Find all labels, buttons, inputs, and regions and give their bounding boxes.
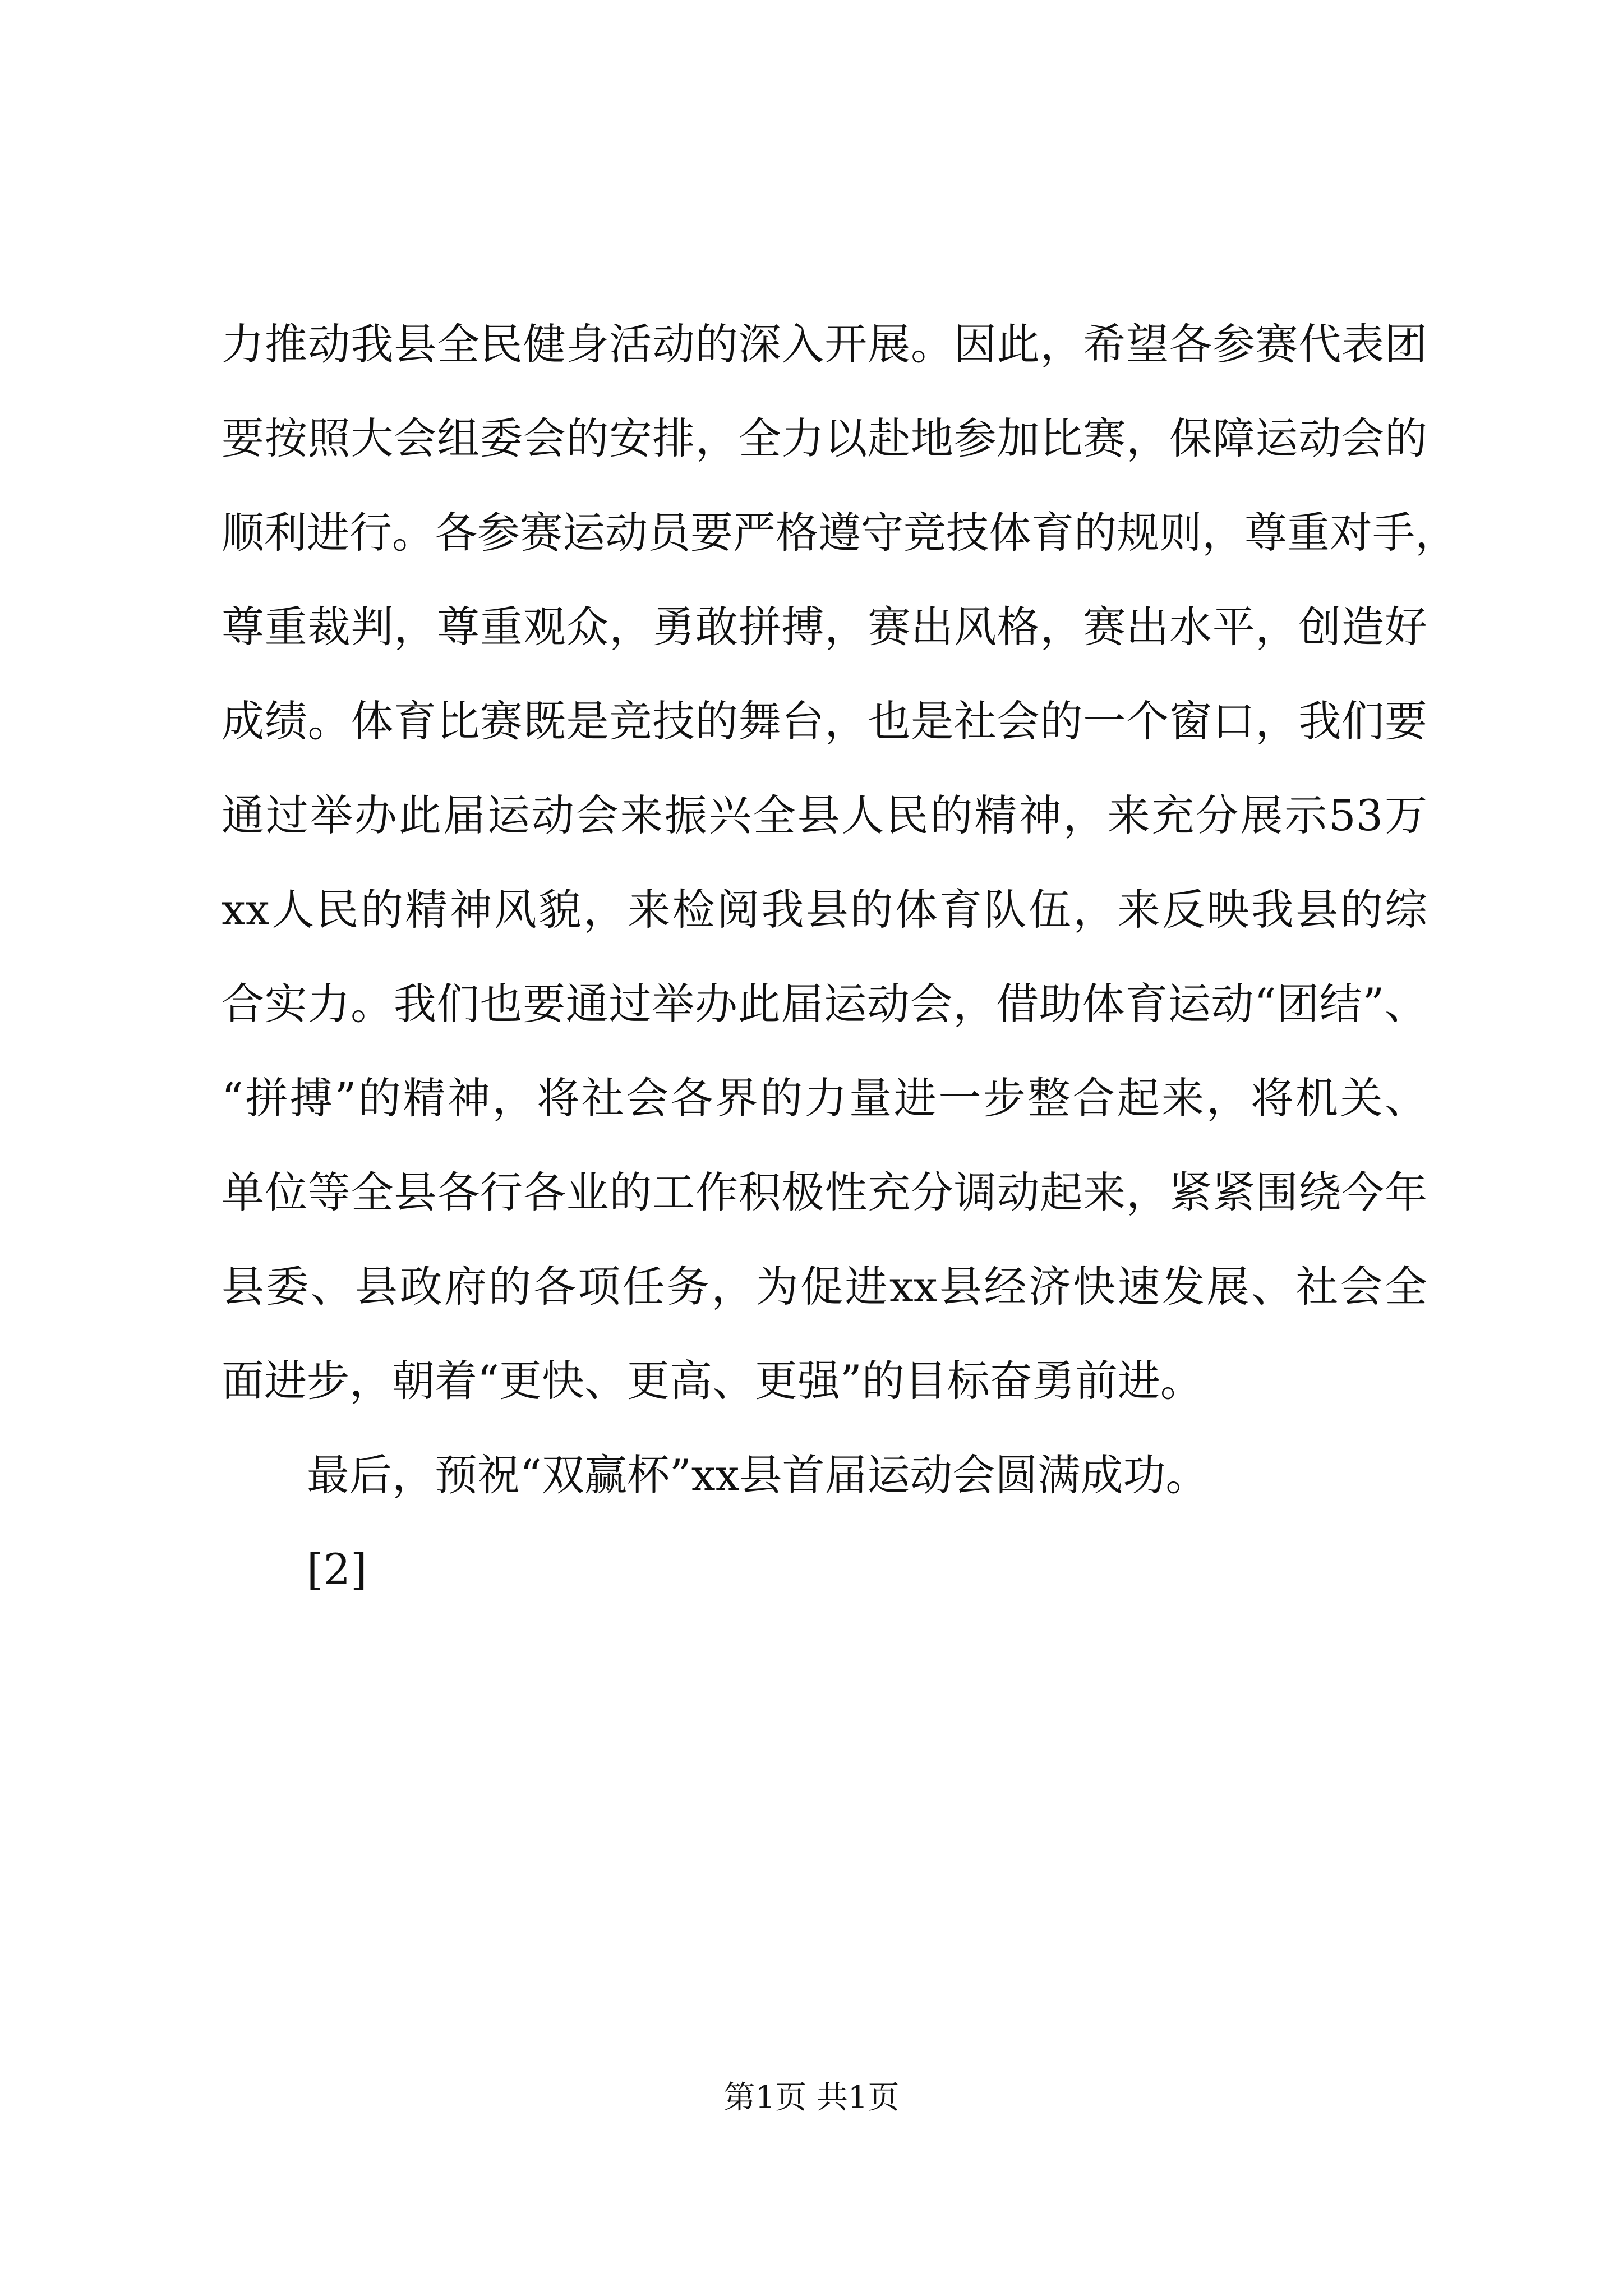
- body-line-2: 要按照大会组委会的安排，全力以赴地参加比赛，保障运动会的: [222, 413, 1427, 463]
- body-line-5: 成绩。体育比赛既是竞技的舞台，也是社会的一个窗口，我们要: [222, 696, 1427, 746]
- reference-note: [2]: [307, 1544, 367, 1594]
- body-line-10: 单位等全县各行各业的工作积极性充分调动起来，紧紧围绕今年: [222, 1167, 1427, 1217]
- page-footer: 第1页 共1页: [723, 2079, 900, 2116]
- closing-paragraph: 最后，预祝“双赢杯”xx县首届运动会圆满成功。: [307, 1450, 1209, 1500]
- document-body: [222, 297, 1458, 1617]
- body-line-6: 通过举办此届运动会来振兴全县人民的精神，来充分展示53万: [222, 790, 1427, 840]
- body-line-3: 顺利进行。各参赛运动员要严格遵守竞技体育的规则，尊重对手，: [222, 508, 1458, 558]
- body-line-8: 合实力。我们也要通过举办此届运动会，借助体育运动“团结”、: [222, 979, 1427, 1029]
- body-line-4: 尊重裁判，尊重观众，勇敢拼搏，赛出风格，赛出水平，创造好: [222, 602, 1427, 652]
- body-line-12: 面进步，朝着“更快、更高、更强”的目标奋勇前进。: [222, 1356, 1203, 1406]
- body-line-7: xx人民的精神风貌，来检阅我县的体育队伍，来反映我县的综: [222, 885, 1427, 935]
- body-line-1: 力推动我县全民健身活动的深入开展。因此，希望各参赛代表团: [222, 319, 1427, 369]
- body-line-11: 县委、县政府的各项任务，为促进xx县经济快速发展、社会全: [222, 1262, 1427, 1312]
- body-line-9: “拼搏”的精神，将社会各界的力量进一步整合起来，将机关、: [222, 1073, 1427, 1123]
